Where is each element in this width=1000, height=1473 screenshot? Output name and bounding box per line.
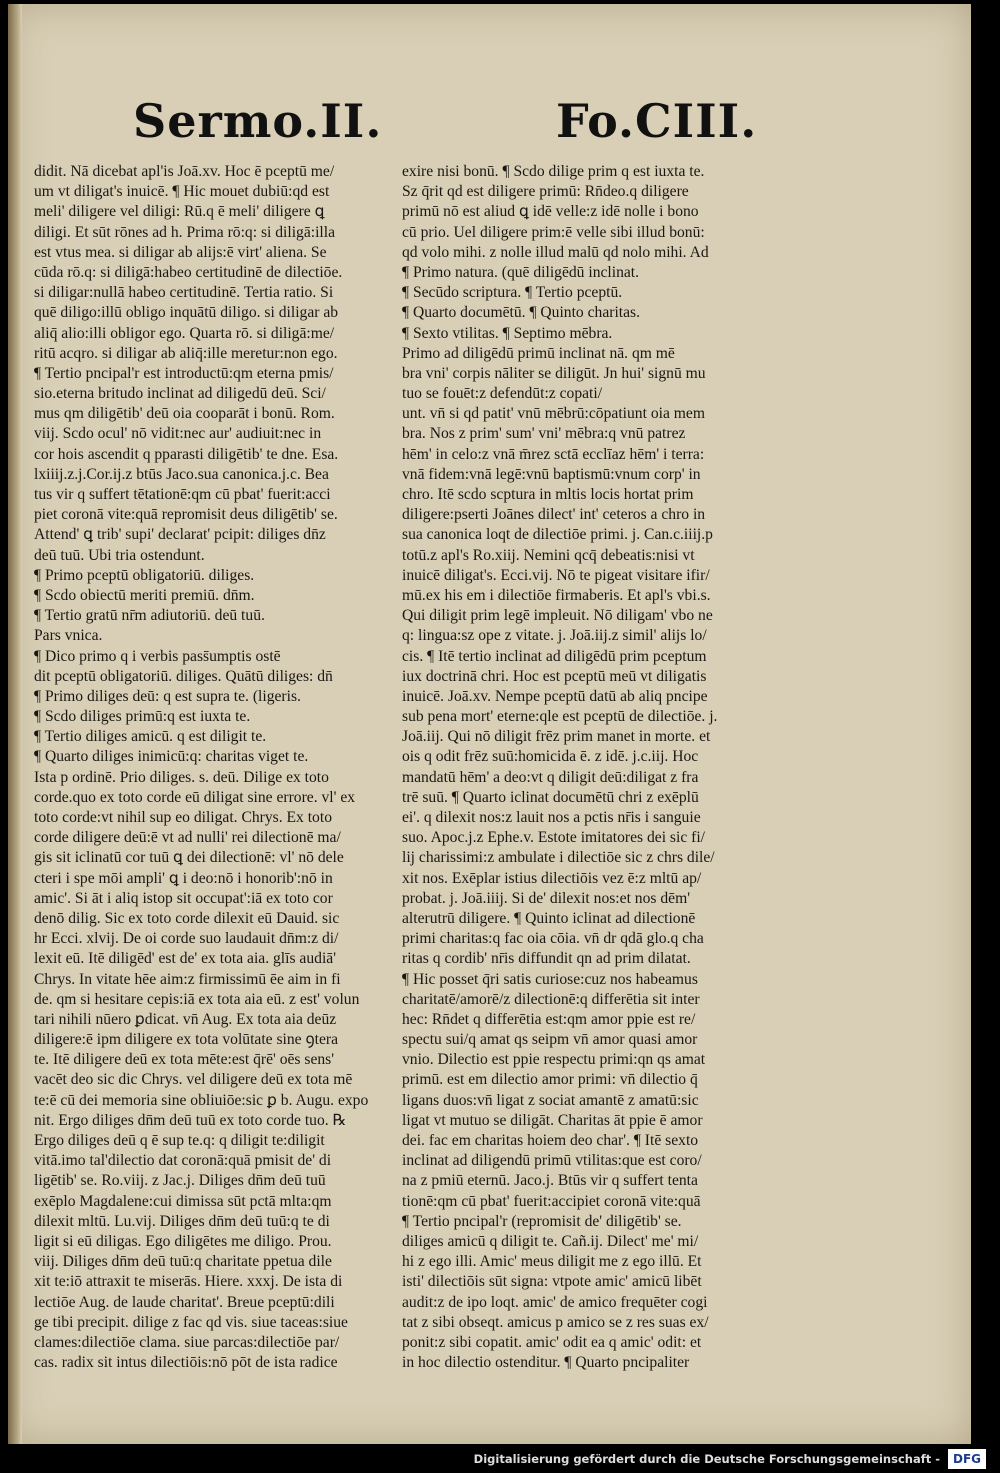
text-line: spectu sui/q amat qs seipm vn̄ amor quasi amor xyxy=(402,1031,698,1049)
text-line: ge tibi precipit. dilige z fac qd vis. siue taceas:siue xyxy=(34,1313,348,1331)
text-line: hēm' in celo:z vnā m̄rez sctā ecclīaz hēm' i terra: xyxy=(402,445,705,463)
text-line: sub pena mort' eterne:qle est pceptū de dilectiōe. j. xyxy=(402,708,718,726)
text-line: lij charissimi:z ambulate i dilectiōe sic z chrs dile/ xyxy=(402,849,715,867)
text-line: corde diligere deū:ē vt ad nulli' rei dilectionē ma/ xyxy=(34,829,341,847)
text-line: vitā.imo tal'dilectio dat coronā:quā pmisit de' di xyxy=(34,1152,332,1170)
text-line: denō dilig. Sic ex toto corde dilexit eū Dauid. sic xyxy=(34,909,340,927)
text-line: Attend' ꝗ trib' supi' declarat' pcipit: diliges dn̄z xyxy=(34,526,326,544)
text-line: trē suū. ¶ Quarto iclinat documētū chri z exēplū xyxy=(402,788,699,806)
page-spine-shadow xyxy=(8,4,22,1444)
running-head-left: Sermo.II. xyxy=(133,94,383,148)
text-line: hi z ego illi. Amic' meus diligit me z ego illū. Et xyxy=(402,1253,702,1271)
text-line: de. qm si hesitare cepis:iā ex tota aia eū. z est' volun xyxy=(34,990,360,1008)
text-line: sua canonica loqt de dilectiōe primi. j. Can.c.iiij.p xyxy=(402,526,713,544)
text-line: primi charitas:q fac oia cōia. vn̄ dr qdā glo.q cha xyxy=(402,930,704,948)
text-line: ¶ Tertio pncipal'r (repromisit de' diligētib' se. xyxy=(402,1212,682,1230)
text-line: Sz q̄rit qd est diligere primū: Rn̄deo.q diligere xyxy=(402,183,689,201)
right-text-column xyxy=(402,162,782,1373)
text-line: Qui diligit prim legē impleuit. Nō diligam' vbo ne xyxy=(402,607,713,625)
text-line: cis. ¶ Itē tertio inclinat ad diligēdū prim pceptum xyxy=(402,647,707,665)
text-line: audit:z de ipo loqt. amic' de amico frequēter cogi xyxy=(402,1293,708,1311)
text-line: Chrys. In vitate hēe aim:z firmissimū ēe aim in fi xyxy=(34,970,341,988)
text-line: si diligar:nullā habeo certitudinē. Tertia ratio. Si xyxy=(34,284,334,302)
text-line: q: lingua:sz ope z vitate. j. Joā.iij.z simil' alijs lo/ xyxy=(402,627,707,645)
text-line: bra. Nos z prim' sum' vni' mēbra:q vnū patrez xyxy=(402,425,686,443)
text-line: cor hois ascendit q pparasti diligētib' te dne. Esa. xyxy=(34,445,339,463)
text-line: lxiiij.z.j.Cor.ij.z btūs Jaco.sua canonica.j.c. Bea xyxy=(34,465,329,483)
text-line: ritū acqro. si diligar ab aliq̄:ille meretur:non ego. xyxy=(34,344,338,362)
text-line: ¶ Quarto diliges inimicū:q: charitas viget te. xyxy=(34,748,309,766)
text-line: piet coronā vite:quā repromisit deus diligētib' se. xyxy=(34,506,338,524)
text-line: Ergo diliges deū q ē sup te.q: q diligit te:diligit xyxy=(34,1132,325,1149)
text-line: totū.z apl's Ro.xiij. Nemini qcq̄ debeatis:nisi vt xyxy=(402,546,695,564)
text-line: quē diligo:illū obligo inquātū diligo. si diligar ab xyxy=(34,304,339,322)
footer-credit: Digitalisierung gefördert durch die Deutsche Forschungsgemeinschaft - xyxy=(473,1452,940,1466)
text-line: meli' diligere vel diligi: Rū.q ē meli' diligere ꝗ xyxy=(34,203,325,221)
text-line: mus qm diligētib' deū oia cooparāt i bonū. Rom. xyxy=(34,405,335,423)
text-line: te. Itē diligere deū ex tota mēte:est q̄rē' oēs sens' xyxy=(34,1051,335,1069)
text-line: ei'. q dilexit nos:z lauit nos a pctis nr̄is i sanguie xyxy=(402,809,701,826)
text-line: ¶ Tertio diliges amicū. q est diligit te. xyxy=(34,728,267,746)
text-line: in hoc dilectio ostenditur. ¶ Quarto pncipaliter xyxy=(402,1354,690,1372)
text-line: cū prio. Uel diligere prim:ē velle sibi illud bonū: xyxy=(402,223,705,241)
text-line: te:ē cū dei memoria sine obliuiōe:sic ꝑ b. Augu. expo xyxy=(34,1091,369,1109)
text-line: ligat vt mutuo se diligāt. Charitas āt ppie ē amor xyxy=(402,1111,703,1129)
text-line: ¶ Dico primo q i verbis pass̄umptis ostē xyxy=(34,647,281,665)
text-line: lexit eū. Itē diligēd' est de' ex tota aia. glīs audiā' xyxy=(34,950,337,968)
running-head-right: Fo.CIII. xyxy=(556,94,758,148)
left-text-column xyxy=(34,162,404,1373)
text-line: didit. Nā dicebat apl'is Joā.xv. Hoc ē pceptū me/ xyxy=(34,163,335,180)
text-line: unt. vn̄ si qd patit' vnū mēbrū:cōpatiunt oia mem xyxy=(402,405,705,423)
text-line: diligere:ē ipm diligere ex tota volūtate sine ꝯtera xyxy=(34,1031,339,1049)
text-line: cūda rō.q: si diligā:habeo certitudinē de dilectiōe. xyxy=(34,263,343,281)
text-line: inclinat ad diligendū primū vtilitas:que est coro/ xyxy=(402,1152,702,1170)
text-line: ¶ Hic posset q̄ri satis curiose:cuz nos habeamus xyxy=(402,970,698,988)
text-line: diligi. Et sūt rōnes ad h. Prima rō:q: si diligā:illa xyxy=(34,223,336,241)
text-line: chro. Itē scdo scptura in mltis locis hortat prim xyxy=(402,486,694,503)
text-line: um vt diligat's inuicē. ¶ Hic mouet dubiū:qd est xyxy=(34,183,330,201)
text-line: ¶ Scdo obiectū meriti premiū. dn̄m. xyxy=(34,586,255,604)
text-line: nit. Ergo diliges dn̄m deū tuū ex toto corde tuo. ℞ xyxy=(34,1111,347,1129)
text-line: toto corde:vt nihil sup eo diligat. Chrys. Ex toto xyxy=(34,809,332,826)
text-line: ponit:z sibi copatit. amic' odit ea q amic' odit: et xyxy=(402,1333,702,1351)
text-line: mandatū hēm' a deo:vt q diligit deū:diligat z fra xyxy=(402,768,699,786)
text-line: dilexit mltū. Lu.vij. Diliges dn̄m deū tuū:q te di xyxy=(34,1212,330,1230)
text-line: amic'. Si āt i aliq istop sit occupat':iā ex toto cor xyxy=(34,889,333,907)
text-line: ¶ Primo natura. (quē diligēdū inclinat. xyxy=(402,263,640,281)
text-line: ¶ Secūdo scriptura. ¶ Tertio pceptū. xyxy=(402,284,623,302)
text-line: tionē:qm cū pbat' fuerit:accipiet coronā vite:quā xyxy=(402,1192,701,1210)
text-line: corde.quo ex toto corde eū diligat sine errore. vl' ex xyxy=(34,788,356,806)
text-line: dit pceptū obligatoriū. diliges. Quātū diliges: dn̄ xyxy=(34,667,333,685)
text-line: ois q odit frēz suū:homicida ē. z idē. j.c.iij. Hoc xyxy=(402,748,699,766)
text-line: mū.ex his em i dilectiōe firmaberis. Et apl's vbi.s. xyxy=(402,586,711,604)
text-line: viij. Diliges dn̄m deū tuū:q charitate ppetua dile xyxy=(34,1253,332,1271)
text-line: ritas q cordib' nr̄is diffundit qn ad prim dilatat. xyxy=(402,950,691,968)
text-line: viij. Scdo ocul' nō vidit:nec aur' audiuit:nec in xyxy=(34,425,322,443)
text-line: qd volo mihi. z nolle illud malū qd nolo mihi. Ad xyxy=(402,243,709,261)
text-line: tuo se fouēt:z defendūt:z copati/ xyxy=(402,385,603,403)
dfg-logo: DFG xyxy=(948,1449,986,1469)
book-page xyxy=(8,4,971,1444)
text-line: ligans duos:vn̄ ligat z sociat amantē z amatū:sic xyxy=(402,1091,699,1109)
text-line: gis sit iclinatū cor tuū ꝗ dei dilectionē: vl' nō dele xyxy=(34,849,344,867)
text-line: xit nos. Exēplar istius dilectiōis vez ē:z mltū ap/ xyxy=(402,869,702,887)
text-line: inuicē. Joā.xv. Nempe pceptū datū ab aliq pncipe xyxy=(402,687,708,705)
text-line: isti' dilectiōis sūt signa: vtpote amic' amicū libēt xyxy=(402,1273,702,1291)
text-line: ¶ Quarto documētū. ¶ Quinto charitas. xyxy=(402,304,641,322)
text-line: Primo ad diligēdū primū inclinat nā. qm mē xyxy=(402,344,675,362)
text-line: ¶ Tertio gratū nr̄m adiutoriū. deū tuū. xyxy=(34,607,265,625)
text-line: tari nihili nūero ꝑdicat. vn̄ Aug. Ex tota aia deūz xyxy=(34,1010,337,1028)
text-line: ¶ Scdo diliges primū:q est iuxta te. xyxy=(34,708,251,726)
text-line: clames:dilectiōe clama. siue parcas:dilectiōe par/ xyxy=(34,1333,340,1351)
text-line: inuicē diligat's. Ecci.vij. Nō te pigeat visitare ifir/ xyxy=(402,566,710,584)
text-line: aliq̄ alio:illi obligor ego. Quarta rō. si diligā:me/ xyxy=(34,324,335,342)
text-line: hr Ecci. xlvij. De oi corde suo laudauit dn̄m:z di/ xyxy=(34,930,339,948)
text-line: primū nō est aliud ꝗ idē velle:z idē nolle i bono xyxy=(402,203,699,221)
text-line: Joā.iij. Qui nō diligit frēz prim manet in morte. et xyxy=(402,728,711,746)
text-line: primū. est em dilectio amor primi: vn̄ dilectio q̄ xyxy=(402,1071,698,1089)
text-line: diligere:pserti Joānes dilect' int' ceteros a chro in xyxy=(402,506,706,524)
text-line: ¶ Sexto vtilitas. ¶ Septimo mēbra. xyxy=(402,324,613,342)
text-line: exēplo Magdalene:cui dimissa sūt pctā mlta:qm xyxy=(34,1192,332,1210)
text-line: alterutrū diligere. ¶ Quinto iclinat ad dilectionē xyxy=(402,909,696,927)
text-line: xit te:iō attraxit te miserās. Hiere. xxxj. De ista di xyxy=(34,1273,343,1291)
text-line: deū tuū. Ubi tria ostendunt. xyxy=(34,546,205,564)
text-line: probat. j. Joā.iiij. Si de' dilexit nos:et nos dēm' xyxy=(402,889,691,907)
text-line: ¶ Primo diliges deū: q est supra te. (ligeris. xyxy=(34,687,301,705)
text-line: charitatē/amorē/z dilectionē:q differētia sit inter xyxy=(402,990,700,1008)
text-line: cas. radix sit intus dilectiōis:nō pōt de ista radice xyxy=(34,1354,338,1372)
text-line: ligētib' se. Ro.viij. z Jac.j. Diliges dn̄m deū tuū xyxy=(34,1172,326,1190)
text-line: vnā fidem:vnā legē:vnū baptismū:vnum corp' in xyxy=(402,465,701,483)
text-line: Ista p ordinē. Prio diliges. s. deū. Dilige ex toto xyxy=(34,768,329,786)
text-line: ¶ Tertio pncipal'r est introductū:qm eterna pmis/ xyxy=(34,364,334,382)
text-line: Pars vnica. xyxy=(34,627,103,645)
text-line: tus vir q suffert tētationē:qm cū pbat' fuerit:acci xyxy=(34,486,331,503)
text-line: est vtus mea. si diligar ab alijs:ē virt' aliena. Se xyxy=(34,243,327,261)
text-line: tat z sibi obseqt. amicus p amico se z res suas ex/ xyxy=(402,1313,709,1331)
text-line: lectiōe Aug. de laude charitat'. Breue pceptū:dili xyxy=(34,1293,335,1311)
text-line: dei. fac em charitas hoiem deo char'. ¶ Itē sexto xyxy=(402,1132,699,1149)
text-line: cteri i spe mōi ampli' ꝗ i deo:nō i honorib':nō in xyxy=(34,869,333,887)
text-line: iux doctrinā chri. Hoc est pceptū meū vt diligatis xyxy=(402,667,707,685)
text-line: suo. Apoc.j.z Ephe.v. Estote imitatores dei sic fi/ xyxy=(402,829,706,847)
text-line: vacēt deo sic dic Chrys. vel diligere deū ex tota mē xyxy=(34,1071,353,1089)
text-line: ligit si eū diligas. Ego diligētes me diligo. Prou. xyxy=(34,1232,332,1250)
text-line: bra vni' corpis nāliter se diligūt. Jn hui' signū mu xyxy=(402,364,706,382)
text-line: diliges amicū q diligit te. Cañ.ij. Dilect' me' mi/ xyxy=(402,1232,699,1250)
text-line: na z pmiū eternū. Jaco.j. Btūs vir q suffert tenta xyxy=(402,1172,698,1190)
text-line: ¶ Primo pceptū obligatoriū. diliges. xyxy=(34,566,255,584)
text-line: sio.eterna britudo inclinat ad diligedū deū. Sci/ xyxy=(34,385,326,403)
text-line: vnio. Dilectio est ppie respectu primi:qn qs amat xyxy=(402,1051,706,1069)
text-line: hec: Rn̄det q differētia est:qm amor ppie est re/ xyxy=(402,1010,696,1028)
text-line: exire nisi bonū. ¶ Scdo dilige prim q est iuxta te. xyxy=(402,163,705,180)
